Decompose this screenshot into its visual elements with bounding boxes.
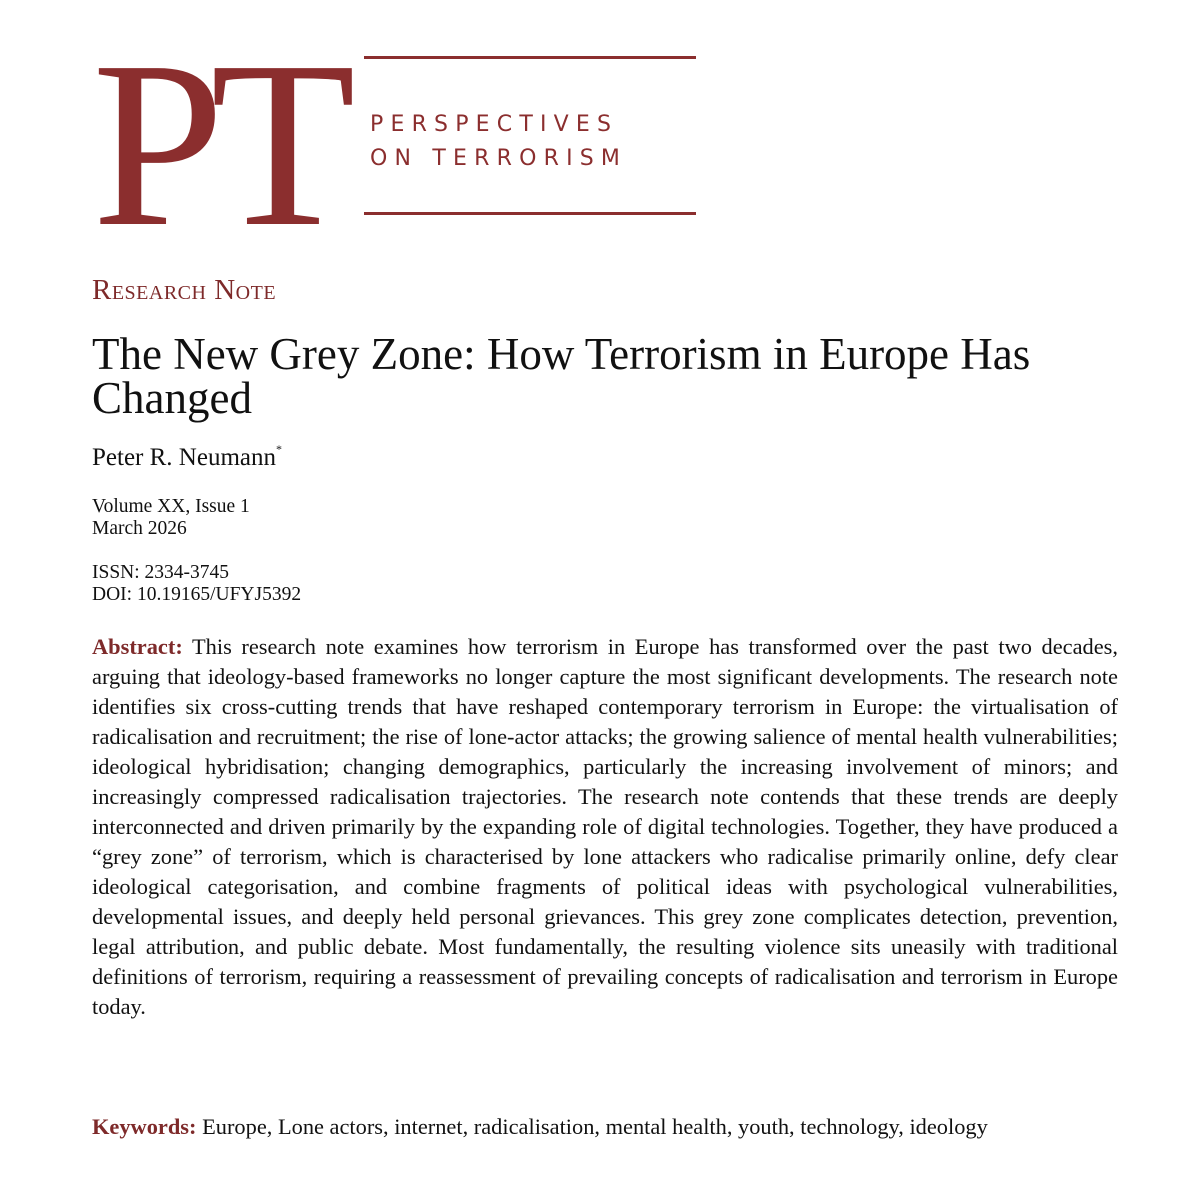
author-name: Peter R. Neumann: [92, 444, 276, 471]
journal-logo: PT: [92, 13, 342, 276]
doi: DOI: 10.19165/UFYJ5392: [92, 584, 302, 605]
author-footnote-mark: *: [275, 442, 282, 456]
abstract: [92, 632, 1118, 1022]
masthead-top-rule: [364, 56, 696, 59]
journal-masthead: [92, 13, 702, 276]
masthead-bottom-rule: [364, 212, 696, 215]
volume-issue: Volume XX, Issue 1: [92, 496, 250, 517]
identifiers: [92, 562, 301, 606]
abstract-label: Abstract:: [92, 634, 183, 659]
journal-name: [370, 108, 627, 176]
journal-name-line2: ON TERRORISM: [370, 146, 628, 171]
issn: ISSN: 2334-3745: [92, 562, 230, 583]
keywords: [92, 1112, 1118, 1142]
publication-date: March 2026: [92, 518, 187, 539]
keywords-text: Europe, Lone actors, internet, radicalisation, mental health, youth, technology, ideology: [202, 1114, 988, 1139]
section-label: Research Note: [92, 274, 277, 306]
article-title: The New Grey Zone: How Terrorism in Europe Has Changed: [92, 329, 1031, 423]
author-line: [92, 442, 282, 472]
keywords-label: Keywords:: [92, 1114, 197, 1139]
issue-info: [92, 496, 250, 540]
abstract-text: This research note examines how terrorism in Europe has transformed over the past two decades, arguing that ideology-based frameworks no longer capture the most significant developments. The research note identifies six cross-cutting trends that have reshaped contemporary terrorism in Europe: the virtualisation of radicalisation and recruitment; the rise of lone-actor attacks; the growing salience of mental health vulnerabilities; ideological hybridisation; changing demographics, particularly the increasing involvement of minors; and increasingly compressed radicalisation trajectories. The research note contends that these trends are deeply interconnected and driven primarily by the expanding role of digital technologies. Together, they have produced a “grey zone” of terrorism, which is characterised by lone attackers who radicalise primarily online, defy clear ideological categorisation, and combine fragments of political ideas with psychological vulnerabilities, developmental issues, and deeply held personal grievances. This grey zone complicates detection, prevention, legal attribution, and public debate. Most fundamentally, the resulting violence sits uneasily with traditional definitions of terrorism, requiring a reassessment of prevailing concepts of radicalisation and terrorism in Europe today.: [92, 634, 1118, 1019]
journal-name-line1: PERSPECTIVES: [370, 112, 619, 137]
